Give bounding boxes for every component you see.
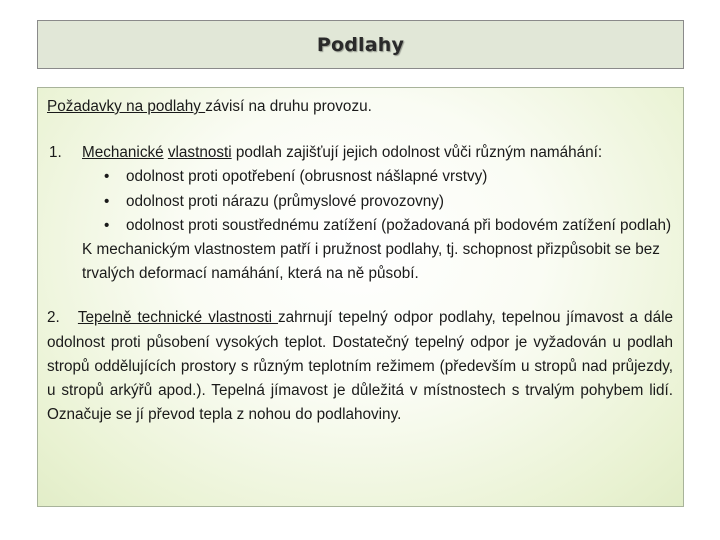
intro-underlined: Požadavky na podlahy <box>47 98 206 115</box>
bullet-text: odolnost proti opotřebení (obrusnost nášlapné vrstvy) <box>126 168 488 186</box>
section-2-text: zahrnují tepelný odpor podlahy, tepelnou jímavost a dále odolnost proti působení vysokých teplot. Dostatečný tepelný odpor je vyžadován u podlah stropů oddělujících prostory s různým teplotním režimem (především u stropů nad průjezdy, u stropů arkýřů apod.). Tepelná jímavost je důležitá v místnostech s trvalým pohybem lidí. Označuje se jí převod tepla z nohou do podlahoviny. <box>47 309 673 424</box>
section-1-bullet-list <box>82 165 673 238</box>
list-item <box>104 165 673 189</box>
section-1-note: K mechanickým vlastnostem patří i pružnost podlahy, tj. schopnost přizpůsobit se bez trvalých deformací namáhání, která na ně působí. <box>82 241 660 283</box>
section-1-text: podlah zajišťují jejich odolnost vůči různým namáhání: <box>231 144 603 162</box>
section-1-lead <box>82 141 673 165</box>
section-2 <box>47 306 673 427</box>
section-1 <box>47 141 673 286</box>
section-2-number: 2. <box>47 309 60 327</box>
section-1-number: 1. <box>49 144 62 162</box>
bullet-icon: • <box>104 192 110 210</box>
bullet-text: odolnost proti soustřednému zatížení (požadovaná při bodovém zatížení podlah) <box>126 216 672 234</box>
section-1-heading-a: Mechanické <box>82 144 164 162</box>
list-item <box>104 214 673 238</box>
section-1-heading-b: vlastnosti <box>167 144 232 162</box>
bullet-icon: • <box>104 216 110 234</box>
intro-paragraph <box>47 95 673 119</box>
intro-rest: závisí na druhu provozu. <box>205 98 372 115</box>
bullet-text: odolnost proti nárazu (průmyslové provozovny) <box>126 192 444 210</box>
list-item <box>104 190 673 214</box>
section-2-heading: Tepelně technické vlastnosti <box>77 309 279 327</box>
page-title: Podlahy <box>316 33 405 56</box>
title-banner <box>37 20 684 69</box>
content-panel <box>37 87 684 507</box>
bullet-icon: • <box>104 168 110 186</box>
